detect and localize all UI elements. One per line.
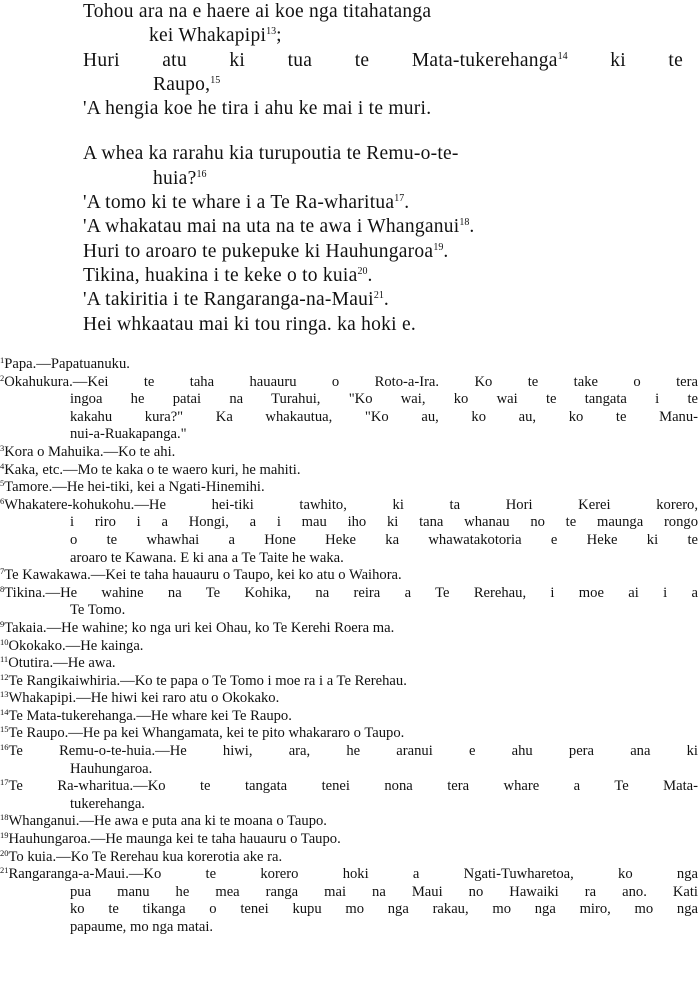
- footnote-ref: 15: [210, 74, 221, 86]
- footnote-number: 16: [0, 742, 9, 753]
- footnote-line: [0, 901, 698, 919]
- footnote-line: [0, 497, 698, 515]
- footnote: [0, 813, 698, 831]
- footnote-text: o te whawhai a Hone Heke ka whawatakotoria e Heke ki te: [70, 531, 698, 548]
- footnote-line: [0, 479, 698, 497]
- footnote-line: [0, 778, 698, 796]
- footnote-text: Kora o Mahuika.—Ko te ahi.: [4, 443, 176, 460]
- poem-line-text: Hei whkaatau mai ki tou ringa. ka hoki e.: [83, 313, 416, 335]
- footnote-line: [0, 673, 698, 691]
- poem-line: [83, 240, 683, 264]
- footnote: [0, 497, 698, 567]
- footnote-text: pua manu he mea ranga mai na Maui no Hawaiki ra ano. Kati: [70, 883, 698, 900]
- footnote-number: 9: [0, 618, 5, 629]
- poem-line-text: Huri atu ki tua te Mata-tukerehanga: [83, 49, 558, 71]
- footnote-number: 17: [0, 777, 9, 788]
- footnote-text: Rangaranga-a-Maui.—Ko te korero hoki a Ngati-Tuwharetoa, ko nga: [8, 866, 698, 883]
- poem-stanza: [83, 0, 683, 121]
- footnote-line: [0, 585, 698, 603]
- poem-line-tail: .: [383, 289, 389, 311]
- poem-line: [83, 73, 683, 97]
- poem-line: [83, 191, 683, 215]
- footnote-ref: 17: [394, 193, 405, 205]
- footnote-number: 19: [0, 830, 9, 841]
- footnote: [0, 374, 698, 444]
- poem-line-text: A whea ka rarahu kia turupoutia te Remu-o-te-: [83, 143, 459, 165]
- footnote-text: Te Tomo.: [70, 602, 126, 619]
- footnote-line: [0, 884, 698, 902]
- footnote-text: tukerehanga.: [70, 795, 145, 812]
- poem-line-text: 'A takiritia i te Rangaranga-na-Maui: [83, 289, 374, 311]
- poem-line-tail: ki te: [567, 49, 683, 71]
- footnote-ref: 13: [266, 26, 277, 38]
- footnote-line: [0, 743, 698, 761]
- footnote-line: [0, 356, 698, 374]
- poem-line-tail: .: [404, 192, 410, 214]
- footnote: [0, 690, 698, 708]
- footnote-text: Te Kawakawa.—Kei te taha hauauru o Taupo, kei ko atu o Waihora.: [4, 567, 402, 584]
- footnote-text: Kaka, etc.—Mo te kaka o te waero kuri, he mahiti.: [4, 461, 301, 478]
- footnote: [0, 831, 698, 849]
- footnote-text: Te Ra-wharitua.—Ko te tangata tenei nona tera whare a Te Mata-: [8, 778, 698, 795]
- footnote-text: i riro i a Hongi, a i mau iho ki tana whanau no te maunga rongo: [70, 514, 698, 531]
- footnote-number: 15: [0, 724, 9, 735]
- footnote-text: Te Remu-o-te-huia.—He hiwi, ara, he aranui e ahu pera ana ki: [8, 743, 698, 760]
- footnote-text: Papa.—Papatuanuku.: [4, 356, 130, 372]
- footnote-line: [0, 514, 698, 532]
- footnote-number: 11: [0, 654, 9, 665]
- footnote-number: 4: [0, 460, 5, 471]
- footnote-line: [0, 532, 698, 550]
- footnote: [0, 849, 698, 867]
- footnote-line: [0, 426, 698, 444]
- footnote-line: [0, 831, 698, 849]
- footnote-line: [0, 620, 698, 638]
- footnote-number: 18: [0, 812, 9, 823]
- footnote-number: 5: [0, 478, 5, 489]
- footnote-line: [0, 638, 698, 656]
- footnote-line: [0, 567, 698, 585]
- footnote-number: 12: [0, 671, 9, 682]
- footnote-line: [0, 391, 698, 409]
- footnote-text: kakahu kura?" Ka whakautua, "Ko au, ko au, ko te Manu-: [70, 408, 698, 425]
- footnote-text: ingoa he patai na Turahui, "Ko wai, ko wai te tangata i te: [70, 391, 698, 408]
- footnote-line: [0, 602, 698, 620]
- poem-line-tail: .: [443, 240, 449, 262]
- footnote-ref: 16: [196, 168, 207, 180]
- footnote-number: 3: [0, 442, 5, 453]
- footnote-ref: 18: [459, 217, 470, 229]
- footnote: [0, 585, 698, 620]
- poem-line-tail: .: [469, 216, 475, 238]
- footnote: [0, 462, 698, 480]
- poem-line-text: kei Whakapipi: [149, 25, 267, 47]
- footnote: [0, 479, 698, 497]
- footnote: [0, 725, 698, 743]
- footnote-line: [0, 708, 698, 726]
- footnote-line: [0, 725, 698, 743]
- poem-line: [83, 0, 683, 24]
- footnote-text: Te Mata-tukerehanga.—He whare kei Te Raupo.: [8, 707, 292, 724]
- footnote-number: 21: [0, 865, 9, 876]
- poem-stanza: [83, 142, 683, 336]
- footnote-text: Tikina.—He wahine na Te Kohika, na reira a Te Rerehau, i moe ai i a: [4, 584, 698, 601]
- footnote-ref: 21: [373, 290, 384, 302]
- footnote-line: [0, 444, 698, 462]
- footnote: [0, 444, 698, 462]
- footnote-number: 1: [0, 355, 5, 365]
- footnote-number: 8: [0, 583, 5, 594]
- footnote-text: Whakatere-kohukohu.—He hei-tiki tawhito, ki ta Hori Kerei korero,: [4, 496, 698, 513]
- footnote-text: To kuia.—Ko Te Rerehau kua korerotia ake ra.: [8, 848, 283, 865]
- poem-line: [83, 24, 683, 48]
- footnote-ref: 20: [357, 265, 368, 277]
- footnote-text: Whakapipi.—He hiwi kei raro atu o Okokako.: [8, 690, 280, 707]
- footnote-line: [0, 374, 698, 392]
- poem-section: [83, 0, 683, 337]
- poem-line-text: 'A hengia koe he tira i ahu ke mai i te muri.: [83, 98, 432, 120]
- footnote-text: Te Raupo.—He pa kei Whangamata, kei te pito whakararo o Taupo.: [8, 725, 405, 742]
- footnote: [0, 567, 698, 585]
- footnote: [0, 356, 698, 374]
- footnote-text: Te Rangikaiwhiria.—Ko te papa o Te Tomo i moe ra i a Te Rerehau.: [8, 672, 407, 689]
- poem-line: [83, 264, 683, 288]
- poem-line-text: Tikina, huakina i te keke o to kuia: [83, 264, 358, 286]
- footnote-line: [0, 796, 698, 814]
- footnote-number: 13: [0, 689, 9, 700]
- footnote-text: Okokako.—He kainga.: [8, 637, 144, 654]
- poem-line: [83, 142, 683, 166]
- footnote-number: 6: [0, 495, 5, 506]
- poem-line: [83, 97, 683, 121]
- footnote-text: Takaia.—He wahine; ko nga uri kei Ohau, ko Te Kerehi Roera ma.: [4, 619, 395, 636]
- footnote-number: 10: [0, 636, 9, 647]
- footnote-text: ko te tikanga o tenei kupu mo nga rakau, mo nga miro, mo nga: [70, 901, 698, 918]
- poem-line-text: 'A whakatau mai na uta na te awa i Whanganui: [83, 216, 460, 238]
- footnote-line: [0, 462, 698, 480]
- footnote-line: [0, 655, 698, 673]
- footnote: [0, 743, 698, 778]
- footnote: [0, 620, 698, 638]
- poem-line: [83, 288, 683, 312]
- footnote-line: [0, 409, 698, 427]
- footnote-ref: 14: [557, 50, 568, 62]
- footnote-number: 14: [0, 706, 9, 717]
- poem-line-text: huia?: [153, 167, 197, 189]
- poem-line-text: Tohou ara na e haere ai koe nga titahatanga: [83, 1, 432, 22]
- footnotes-section: [0, 356, 698, 937]
- footnote: [0, 673, 698, 691]
- footnote: [0, 708, 698, 726]
- poem-line: [83, 215, 683, 239]
- poem-line-tail: ;: [276, 25, 282, 47]
- footnote-number: 20: [0, 847, 9, 858]
- footnote-text: papaume, mo nga matai.: [70, 919, 214, 935]
- footnote-text: Okahukura.—Kei te taha hauauru o Roto-a-Ira. Ko te take o tera: [4, 373, 698, 390]
- footnote-text: Otutira.—He awa.: [8, 655, 116, 672]
- poem-line: [83, 167, 683, 191]
- footnote-number: 2: [0, 372, 5, 383]
- footnote-line: [0, 550, 698, 568]
- poem-line-text: Raupo,: [153, 73, 211, 95]
- footnote-line: [0, 690, 698, 708]
- footnote: [0, 638, 698, 656]
- footnote: [0, 655, 698, 673]
- footnote-line: [0, 849, 698, 867]
- footnote-text: Hauhungaroa.—He maunga kei te taha hauauru o Taupo.: [8, 831, 341, 848]
- footnote: [0, 778, 698, 813]
- footnote-text: nui-a-Ruakapanga.": [70, 426, 187, 443]
- poem-line-text: Huri to aroaro te pukepuke ki Hauhungaroa: [83, 240, 434, 262]
- footnote-number: 7: [0, 566, 5, 577]
- footnote-text: Whanganui.—He awa e puta ana ki te moana o Taupo.: [8, 813, 327, 830]
- footnote-text: Hauhungaroa.: [70, 760, 153, 777]
- footnote-line: [0, 761, 698, 779]
- footnote-line: [0, 813, 698, 831]
- poem-line-text: 'A tomo ki te whare i a Te Ra-wharitua: [83, 192, 395, 214]
- footnote-text: Tamore.—He hei-tiki, kei a Ngati-Hinemihi.: [4, 479, 265, 496]
- footnote-text: aroaro te Kawana. E ki ana a Te Taite he waka.: [70, 549, 344, 566]
- poem-line: [83, 49, 683, 73]
- footnote: [0, 866, 698, 936]
- poem-line: [83, 313, 683, 337]
- footnote-line: [0, 919, 698, 937]
- footnote-ref: 19: [433, 241, 444, 253]
- poem-line-tail: .: [367, 264, 373, 286]
- footnote-line: [0, 866, 698, 884]
